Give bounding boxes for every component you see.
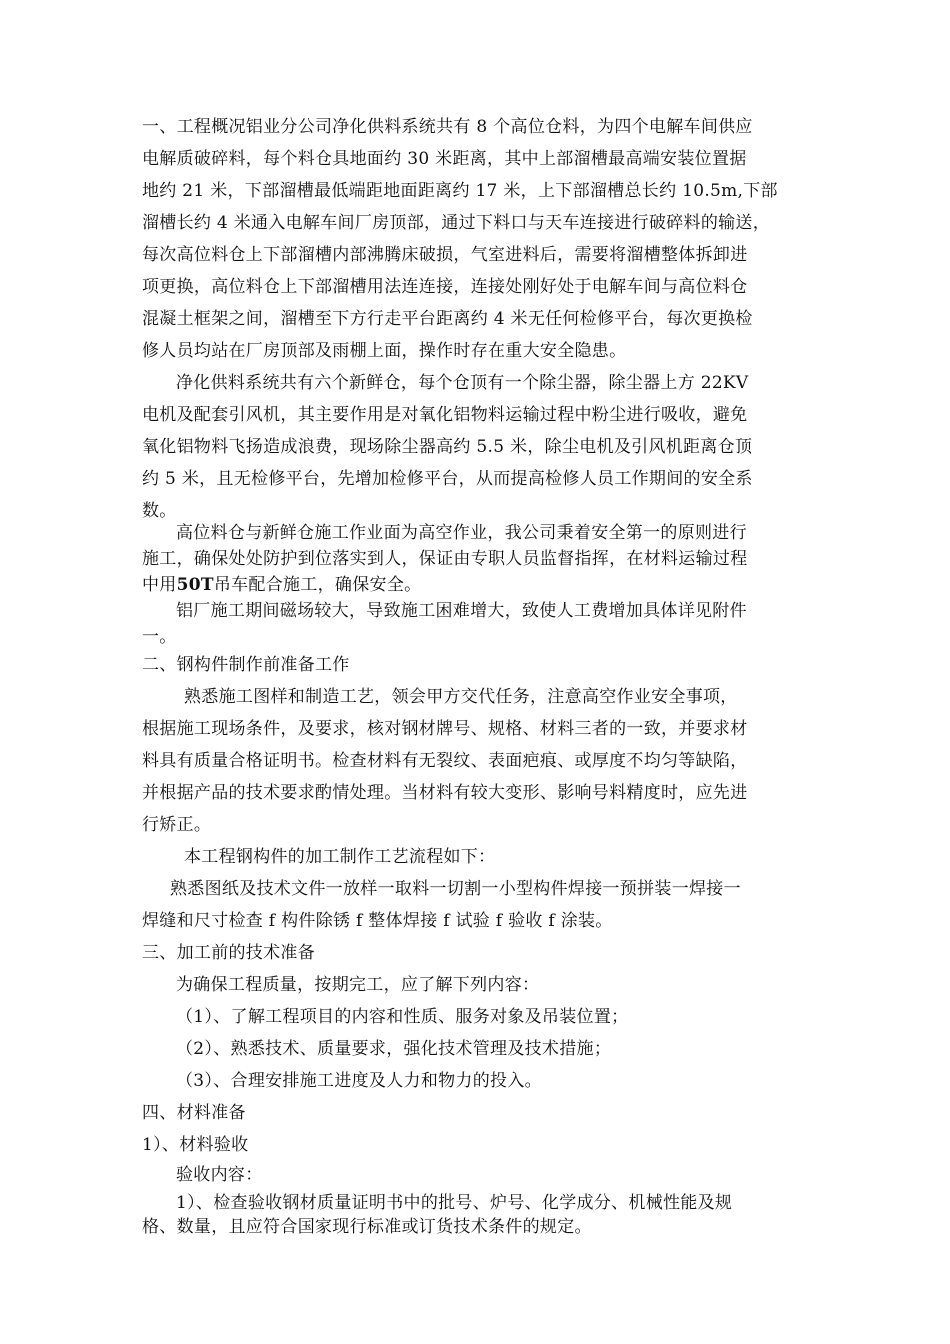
text-span: 吊车配合施工，确保安全。: [213, 575, 422, 595]
section-heading: 二、钢构件制作前准备工作: [142, 655, 350, 675]
paragraph-line: 行矫正。: [142, 815, 212, 835]
section-heading: 三、加工前的技术准备: [142, 943, 315, 963]
paragraph-line: 约 5 米，且无检修平台，先增加检修平台，从而提高检修人员工作期间的安全系: [142, 469, 753, 489]
subsection-heading: 1）、材料验收: [142, 1135, 249, 1155]
paragraph-line: [142, 574, 421, 596]
paragraph-line: 施工，确保处处防护到位落实到人，保证由专职人员监督指挥，在材料运输过程: [142, 549, 748, 569]
crane-spec: 50T: [176, 575, 214, 595]
paragraph-line: 项更换，高位料仓上下部溜槽用法连连接，连接处刚好处于电解车间与高位料仓: [142, 277, 748, 297]
paragraph-line: 地约 21 米，下部溜槽最低端距地面距离约 17 米，上下部溜槽总长约 10.5m,下部: [142, 181, 778, 201]
paragraph-line: 净化供料系统共有六个新鲜仓，每个仓顶有一个除尘器，除尘器上方 22KV: [176, 373, 749, 393]
paragraph-line: 铝厂施工期间磁场较大，导致施工困难增大，致使人工费增加具体详见附件: [176, 601, 747, 621]
paragraph-line: 高位料仓与新鲜仓施工作业面为高空作业，我公司秉着安全第一的原则进行: [176, 523, 747, 543]
paragraph-line: 料具有质量合格证明书。检查材料有无裂纹、表面疤痕、或厚度不均匀等缺陷，: [142, 751, 748, 771]
text-span: 中用: [142, 575, 177, 595]
paragraph-line: 电机及配套引风机，其主要作用是对氧化铝物料运输过程中粉尘进行吸收，避免: [142, 405, 748, 425]
paragraph-line: 电解质破碎料，每个料仓具地面约 30 米距离，其中上部溜槽最高端安装位置据: [142, 149, 747, 169]
paragraph-line: 本工程钢构件的加工制作工艺流程如下：: [184, 847, 496, 867]
paragraph-line: 焊缝和尺寸检查 f 构件除锈 f 整体焊接 f 试验 f 验收 f 涂装。: [142, 911, 613, 931]
paragraph-line: 混凝土框架之间，溜槽至下方行走平台距离约 4 米无任何检修平台，每次更换检: [142, 309, 753, 329]
paragraph-line: 一、工程概况铝业分公司净化供料系统共有 8 个高位仓料，为四个电解车间供应: [142, 117, 753, 137]
paragraph-line: 1）、检查验收钢材质量证明书中的批号、炉号、化学成分、机械性能及规: [176, 1193, 733, 1213]
paragraph-line: 熟悉图纸及技术文件一放样一取料一切割一小型构件焊接一预拼装一焊接一: [170, 879, 741, 899]
list-item: （3）、合理安排施工进度及人力和物力的投入。: [176, 1071, 542, 1091]
paragraph-line: 验收内容：: [176, 1165, 263, 1185]
list-item: （2）、熟悉技术、质量要求，强化技术管理及技术措施；: [176, 1039, 612, 1059]
paragraph-line: 格、数量，且应符合国家现行标准或订货技术条件的规定。: [142, 1217, 592, 1237]
paragraph-line: 每次高位料仓上下部溜槽内部沸腾床破损，气室进料后，需要将溜槽整体拆卸进: [142, 245, 748, 265]
paragraph-line: 为确保工程质量，按期完工，应了解下列内容：: [176, 975, 540, 995]
paragraph-line: 数。: [142, 501, 177, 521]
section-heading: 四、材料准备: [142, 1103, 246, 1123]
paragraph-line: 修人员均站在厂房顶部及雨棚上面，操作时存在重大安全隐患。: [142, 341, 627, 361]
paragraph-line: 并根据产品的技术要求酌情处理。当材料有较大变形、影响号料精度时，应先进: [142, 783, 748, 803]
paragraph-line: 根据施工现场条件，及要求，核对钢材牌号、规格、材料三者的一致，并要求材: [142, 719, 748, 739]
paragraph-line: 溜槽长约 4 米通入电解车间厂房顶部，通过下料口与天车连接进行破碎料的输送，: [142, 213, 771, 233]
list-item: （1）、了解工程项目的内容和性质、服务对象及吊装位置；: [176, 1007, 629, 1027]
paragraph-line: 氧化铝物料飞扬造成浪费，现场除尘器高约 5.5 米，除尘电机及引风机距离仓顶: [142, 437, 753, 457]
paragraph-line: 熟悉施工图样和制造工艺，领会甲方交代任务，注意高空作业安全事项，: [184, 687, 738, 707]
paragraph-line: 一。: [142, 627, 177, 647]
